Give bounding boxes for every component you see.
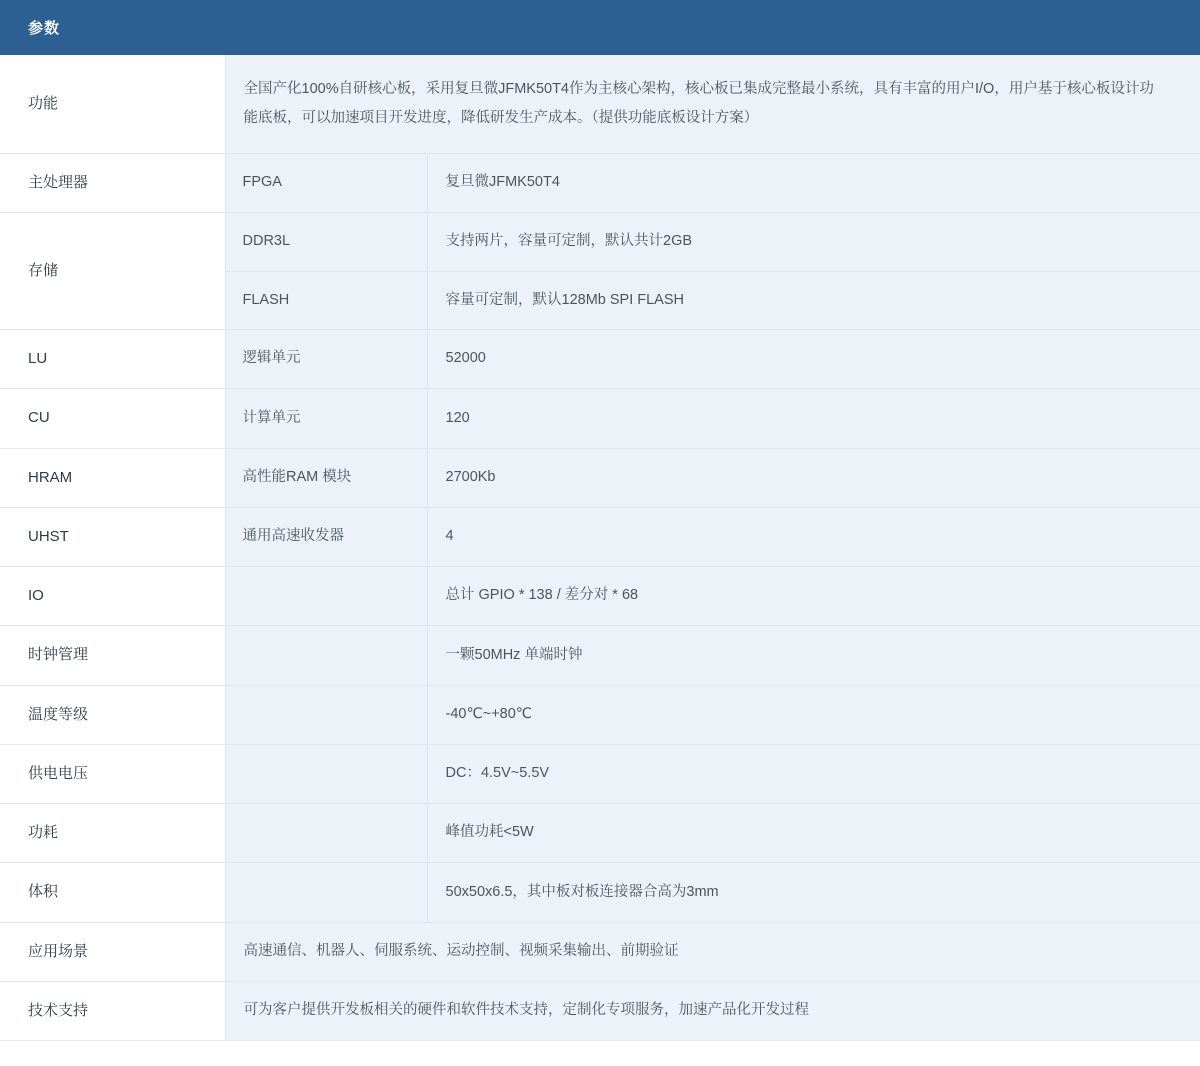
row-value: 4: [427, 507, 1200, 566]
table-row: [0, 448, 1200, 507]
row-label: 功能: [0, 55, 225, 154]
table-row: [0, 863, 1200, 922]
row-value: 容量可定制，默认128Mb SPI FLASH: [427, 271, 1200, 329]
table-row: [0, 330, 1200, 389]
row-label: 供电电压: [0, 744, 225, 803]
row-sublabel: 逻辑单元: [225, 330, 427, 389]
table-row: [0, 981, 1200, 1040]
row-value: 峰值功耗<5W: [427, 804, 1200, 863]
row-sublabel: DDR3L: [225, 213, 427, 271]
row-value: 高速通信、机器人、伺服系统、运动控制、视频采集输出、前期验证: [225, 922, 1200, 981]
row-value: 可为客户提供开发板相关的硬件和软件技术支持，定制化专项服务，加速产品化开发过程: [225, 981, 1200, 1040]
table-row: [0, 685, 1200, 744]
row-label: 体积: [0, 863, 225, 922]
row-value: -40℃~+80℃: [427, 685, 1200, 744]
table-row: [0, 389, 1200, 448]
row-sublabel: 高性能RAM 模块: [225, 448, 427, 507]
row-value: 2700Kb: [427, 448, 1200, 507]
row-sublabel: FLASH: [225, 271, 427, 329]
row-value: 支持两片，容量可定制，默认共计2GB: [427, 213, 1200, 271]
row-sublabel: FPGA: [225, 154, 427, 213]
table-header-title: 参数: [0, 0, 1200, 55]
table-row: [0, 567, 1200, 626]
row-label: HRAM: [0, 448, 225, 507]
table-row: [0, 922, 1200, 981]
row-sublabel: [225, 863, 427, 922]
table-row: [0, 213, 1200, 271]
row-value: 52000: [427, 330, 1200, 389]
table-row: [0, 507, 1200, 566]
row-sublabel: [225, 626, 427, 685]
row-sublabel: [225, 685, 427, 744]
row-value: 复旦微JFMK50T4: [427, 154, 1200, 213]
table-row: [0, 55, 1200, 154]
row-sublabel: 计算单元: [225, 389, 427, 448]
row-sublabel: [225, 804, 427, 863]
table-header-row: [0, 0, 1200, 55]
row-value: 全国产化100%自研核心板，采用复旦微JFMK50T4作为主核心架构，核心板已集成完整最小系统，具有丰富的用户I/O，用户基于核心板设计功能底板，可以加速项目开发进度，降低研发生产成本。（提供功能底板设计方案）: [225, 55, 1200, 154]
row-value: 总计 GPIO * 138 / 差分对 * 68: [427, 567, 1200, 626]
row-label: 温度等级: [0, 685, 225, 744]
row-label: 技术支持: [0, 981, 225, 1040]
row-value: 50x50x6.5，其中板对板连接器合高为3mm: [427, 863, 1200, 922]
row-label: UHST: [0, 507, 225, 566]
row-label: 功耗: [0, 804, 225, 863]
row-label: 应用场景: [0, 922, 225, 981]
row-label: IO: [0, 567, 225, 626]
row-label: 时钟管理: [0, 626, 225, 685]
row-value: DC：4.5V~5.5V: [427, 744, 1200, 803]
row-label: 主处理器: [0, 154, 225, 213]
table-row: [0, 154, 1200, 213]
row-value: 一颗50MHz 单端时钟: [427, 626, 1200, 685]
row-sublabel: 通用高速收发器: [225, 507, 427, 566]
row-label: LU: [0, 330, 225, 389]
row-sublabel: [225, 744, 427, 803]
row-label: CU: [0, 389, 225, 448]
row-value: 120: [427, 389, 1200, 448]
table-row: [0, 744, 1200, 803]
row-label: 存储: [0, 213, 225, 330]
table-row: [0, 804, 1200, 863]
row-sublabel: [225, 567, 427, 626]
table-row: [0, 626, 1200, 685]
